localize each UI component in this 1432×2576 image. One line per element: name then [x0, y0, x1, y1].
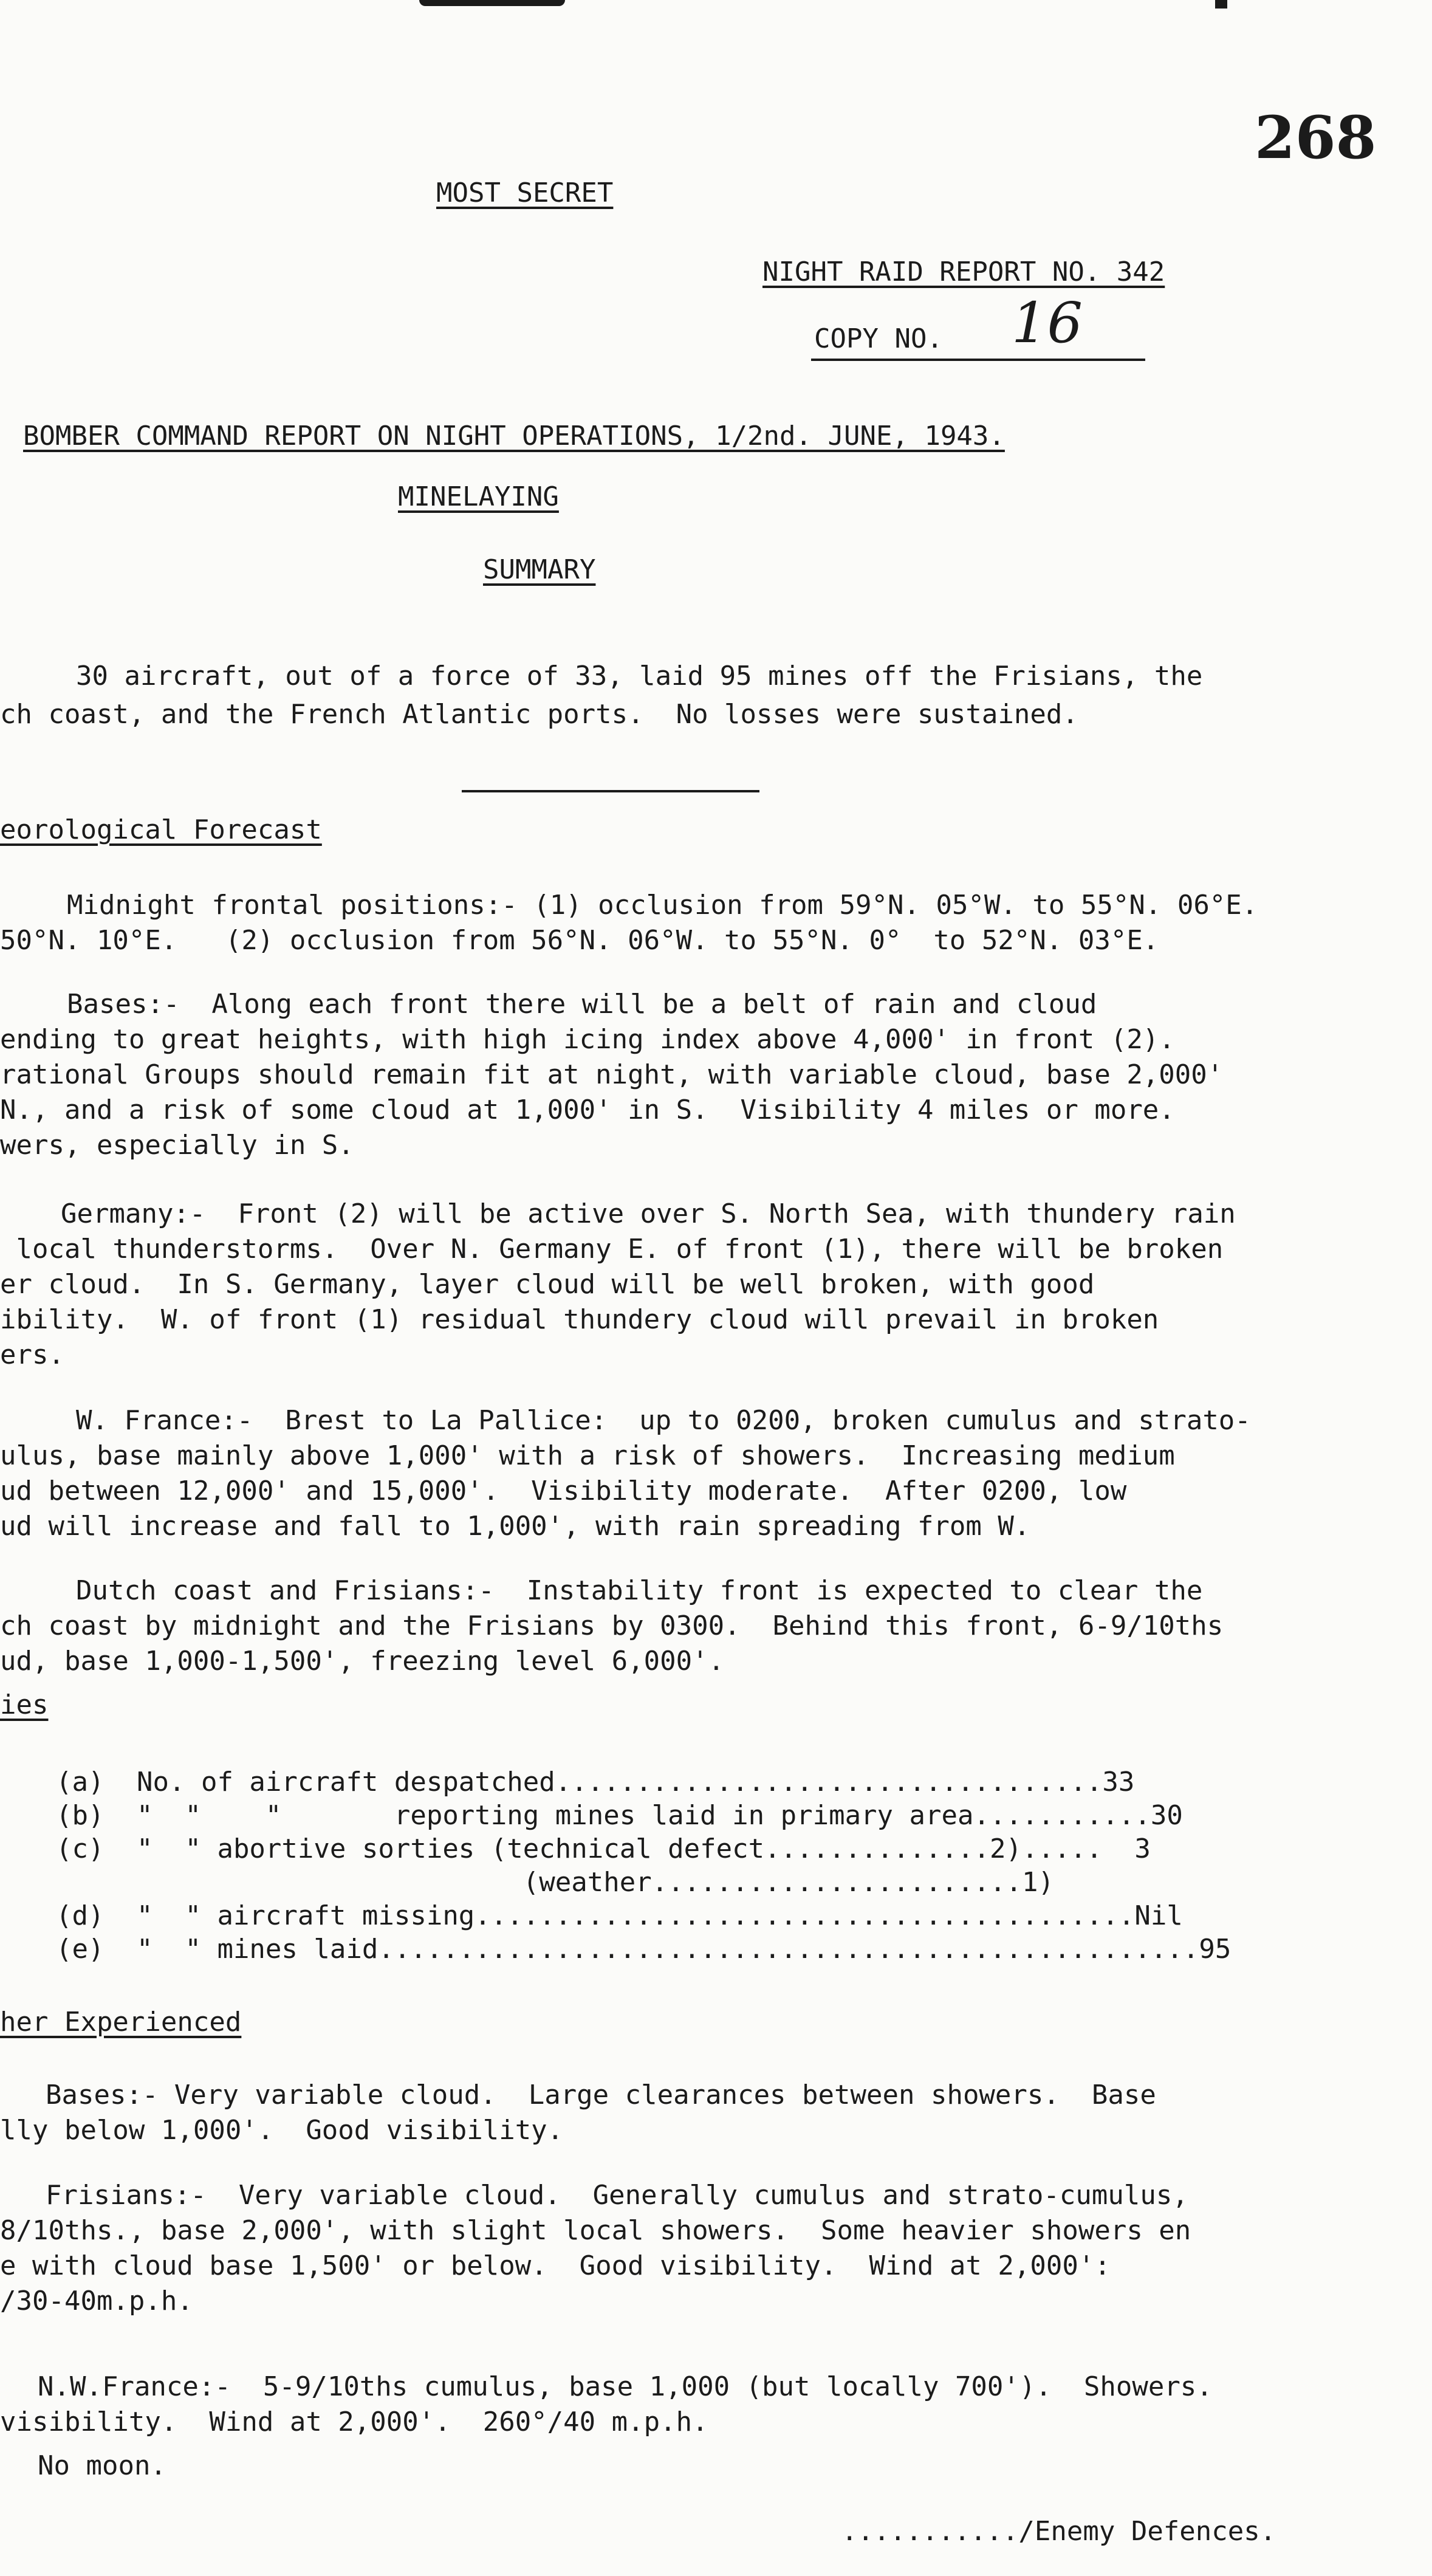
- scan-artifact: [419, 0, 565, 6]
- paragraph-line: /30-40m.p.h.: [0, 2286, 193, 2317]
- paragraph-line: er cloud. In S. Germany, layer cloud will be well broken, with good: [0, 1269, 1095, 1300]
- paragraph-line: Frisians:- Very variable cloud. Generally cumulus and strato-cumulus,: [46, 2180, 1188, 2211]
- met-forecast-heading: eorological Forecast: [0, 814, 322, 845]
- paragraph-line: ud between 12,000' and 15,000'. Visibility moderate. After 0200, low: [0, 1475, 1127, 1506]
- page-number: 268: [1255, 103, 1377, 172]
- copy-number: 16: [1012, 290, 1083, 355]
- summary-line: 30 aircraft, out of a force of 33, laid 95 mines off the Frisians, the: [76, 661, 1203, 692]
- summary-heading: SUMMARY: [483, 554, 596, 585]
- sortie-letter: (a): [56, 1767, 104, 1798]
- paragraph-line: Bases:- Very variable cloud. Large clearances between showers. Base: [46, 2080, 1156, 2111]
- paragraph-line: 8/10ths., base 2,000', with slight local showers. Some heavier showers en: [0, 2215, 1191, 2246]
- paragraph-line: rational Groups should remain fit at night, with variable cloud, base 2,000': [0, 1059, 1224, 1090]
- summary-line: ch coast, and the French Atlantic ports. No losses were sustained.: [0, 699, 1078, 730]
- paragraph-line: Bases:- Along each front there will be a belt of rain and cloud: [67, 989, 1097, 1020]
- paragraph-line: ch coast by midnight and the Frisians by 0300. Behind this front, 6-9/10ths: [0, 1610, 1224, 1641]
- sorties-heading: ies: [0, 1689, 49, 1720]
- paragraph-line: local thunderstorms. Over N. Germany E. of front (1), there will be broken: [0, 1234, 1224, 1265]
- paragraph-line: visibility. Wind at 2,000'. 260°/40 m.p.h.: [0, 2406, 708, 2437]
- paragraph-line: ers.: [0, 1339, 64, 1370]
- moon-note: No moon.: [38, 2450, 166, 2481]
- continuation-note: .........../Enemy Defences.: [841, 2516, 1276, 2547]
- sortie-text: " " abortive sorties (technical defect..............2)..... 3: [137, 1833, 1151, 1864]
- paragraph-line: ud will increase and fall to 1,000', with rain spreading from W.: [0, 1511, 1030, 1542]
- sortie-text: " " aircraft missing.........................................Nil: [137, 1900, 1183, 1931]
- paragraph-line: e with cloud base 1,500' or below. Good visibility. Wind at 2,000':: [0, 2250, 1111, 2281]
- paragraph-line: ulus, base mainly above 1,000' with a risk of showers. Increasing medium: [0, 1440, 1175, 1471]
- scan-artifact: [1215, 0, 1227, 9]
- sortie-text: (weather.......................1): [137, 1867, 1054, 1898]
- paragraph-line: Germany:- Front (2) will be active over S. North Sea, with thundery rain: [61, 1198, 1236, 1229]
- section-divider: [462, 790, 759, 792]
- classification: MOST SECRET: [436, 177, 614, 208]
- sortie-letter: (c): [56, 1833, 104, 1864]
- report-number: NIGHT RAID REPORT NO. 342: [762, 256, 1165, 287]
- sortie-text: " " " reporting mines laid in primary area...........30: [137, 1800, 1183, 1831]
- report-subtitle: MINELAYING: [398, 481, 559, 512]
- paragraph-line: 50°N. 10°E. (2) occlusion from 56°N. 06°W. to 55°N. 0° to 52°N. 03°E.: [0, 925, 1159, 956]
- sortie-letter: (b): [56, 1800, 104, 1831]
- sortie-text: No. of aircraft despatched..................................33: [137, 1767, 1135, 1798]
- weather-experienced-heading: her Experienced: [0, 2007, 242, 2038]
- paragraph-line: ibility. W. of front (1) residual thundery cloud will prevail in broken: [0, 1304, 1159, 1335]
- copy-underline: [811, 359, 1145, 361]
- sortie-text: " " mines laid...................................................95: [137, 1934, 1232, 1965]
- paragraph-line: W. France:- Brest to La Pallice: up to 0200, broken cumulus and strato-: [76, 1405, 1251, 1436]
- sortie-letter: (d): [56, 1900, 104, 1931]
- paragraph-line: wers, especially in S.: [0, 1130, 354, 1161]
- sortie-letter: (e): [56, 1934, 104, 1965]
- paragraph-line: N., and a risk of some cloud at 1,000' in S. Visibility 4 miles or more.: [0, 1094, 1175, 1125]
- paragraph-line: Midnight frontal positions:- (1) occlusion from 59°N. 05°W. to 55°N. 06°E.: [67, 890, 1258, 921]
- paragraph-line: N.W.France:- 5-9/10ths cumulus, base 1,000 (but locally 700'). Showers.: [38, 2371, 1213, 2402]
- paragraph-line: lly below 1,000'. Good visibility.: [0, 2115, 564, 2146]
- copy-label: COPY NO.: [814, 323, 943, 354]
- paragraph-line: Dutch coast and Frisians:- Instability front is expected to clear the: [76, 1575, 1203, 1606]
- paragraph-line: ud, base 1,000-1,500', freezing level 6,000'.: [0, 1646, 725, 1677]
- report-title: BOMBER COMMAND REPORT ON NIGHT OPERATIONS, 1/2nd. JUNE, 1943.: [23, 421, 1005, 452]
- paragraph-line: ending to great heights, with high icing index above 4,000' in front (2).: [0, 1024, 1175, 1055]
